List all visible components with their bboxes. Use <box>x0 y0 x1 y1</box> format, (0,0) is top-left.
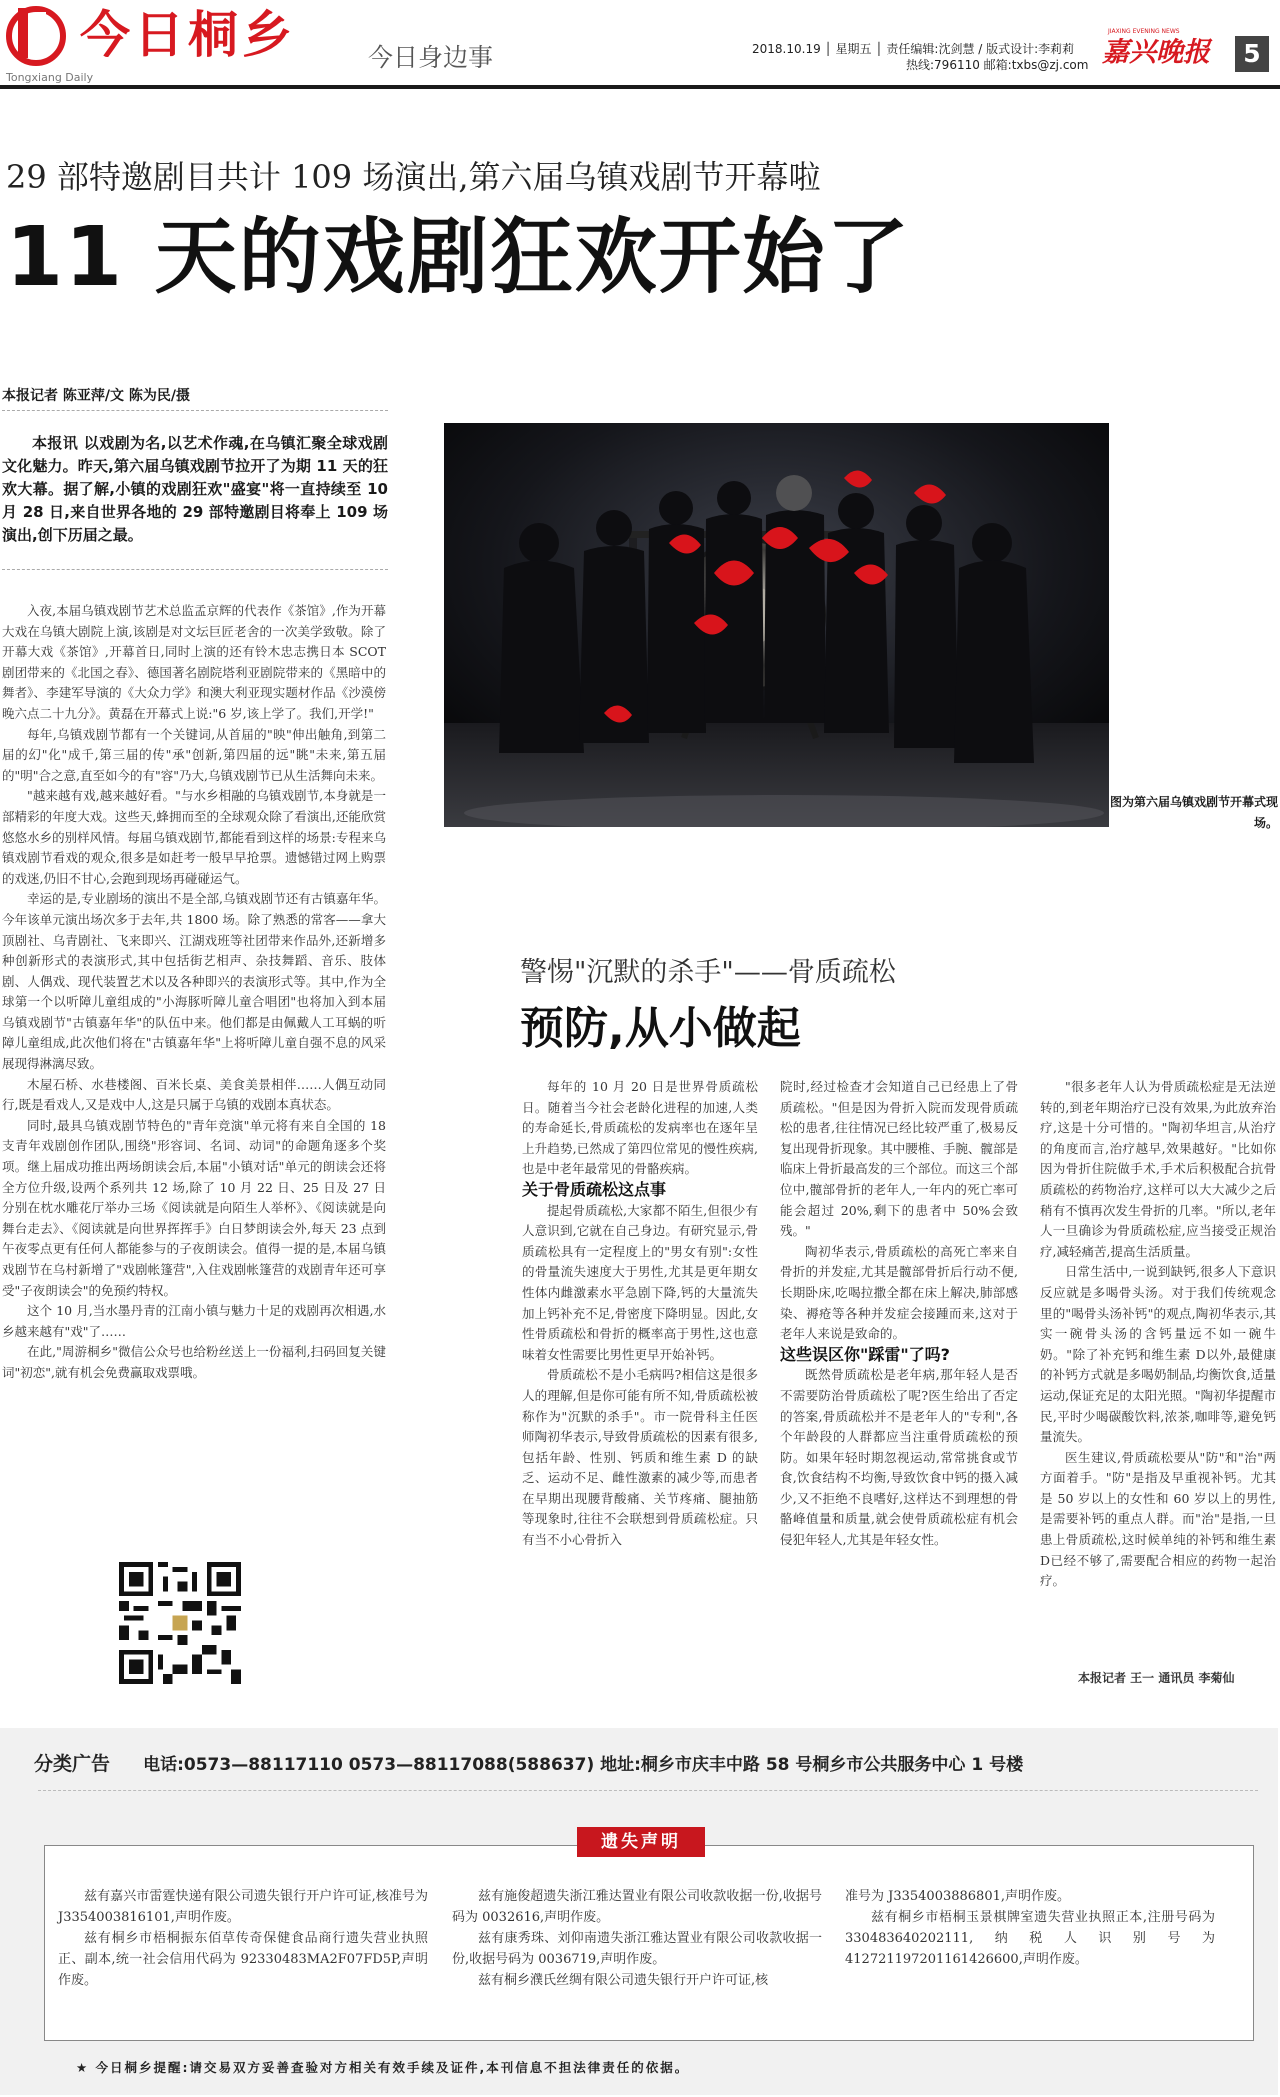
notice-column <box>845 1886 1215 1970</box>
paragraph: "很多老年人认为骨质疏松症是无法逆转的,到老年期治疗已没有效果,为此放弃治疗,这是十分可惜的。"陶初华坦言,从治疗的角度而言,治疗越早,效果越好。"比如你因为骨折住院做手术,手术后积极配合抗骨质疏松的药物治疗,这样可以大大减少之后稍有不慎再次发生骨折的几率。"所以,老年人一旦确诊为骨质疏松症,应当接受正规治疗,减轻痛苦,提高生活质量。 <box>1040 1079 1276 1259</box>
page-number: 5 <box>1235 36 1269 72</box>
paragraph: 入夜,本届乌镇戏剧节艺术总监孟京辉的代表作《茶馆》,作为开幕大戏在乌镇大剧院上演,该剧是对文坛巨匠老舍的一次美学致敬。除了开幕大戏《茶馆》,开幕首日,同时上演的还有铃木忠志携日本 SCOT 剧团带来的《北国之春》、德国著名剧院塔利亚剧院带来的《黑暗中的舞者》、李建军导演的《大众力学》和澳大利亚现实题材作品《沙漠傍晚六点二十九分》。黄磊在开幕式上说:"6 岁,该上学了。我们,开学!" <box>2 603 386 721</box>
notice-item: 准号为 J3354003886801,声明作废。 <box>845 1889 1070 1904</box>
masthead <box>0 0 1280 95</box>
notice-column <box>58 1886 428 1991</box>
paragraph: 幸运的是,专业剧场的演出不是全部,乌镇戏剧节还有古镇嘉年华。今年该单元演出场次多于去年,共 1800 场。除了熟悉的常客——拿大顶剧社、乌青剧社、飞来即兴、江湖戏班等社团带来作品外,还新增多种创新形式的表演形式,其中包括街艺相声、杂技舞蹈、音乐、肢体剧、人偶戏、现代装置艺术以及各种即兴的表演形式等。其中,作为全球第一个以听障儿童组成的"小海豚听障儿童合唱团"也将加入到本届乌镇戏剧节"古镇嘉年华"的队伍中来。他们都是由佩戴人工耳蜗的听障儿童组成,此次他们将在"古镇嘉年华"上将听障儿童自强不息的风采展现得淋漓尽致。 <box>2 891 386 1072</box>
paragraph: 提起骨质疏松,大家都不陌生,但很少有人意识到,它就在自己身边。有研究显示,骨质疏松具有一定程度上的"男女有别":女性的骨量流失速度大于男性,尤其是更年期女性体内雌激素水平急剧下降,钙的大量流失加上钙补充不足,骨密度下降明显。因此,女性骨质疏松和骨折的概率高于男性,这也意味着女性需要比男性更早开始补钙。 <box>522 1202 758 1362</box>
masthead-title: 今日桐乡 <box>80 6 296 64</box>
osteo-subhead-2: 这些误区你"踩雷"了吗? <box>780 1344 950 1364</box>
article-byline: 本报记者 陈亚萍/文 陈为民/摄 <box>2 388 190 404</box>
paragraph: 同时,最具乌镇戏剧节特色的"青年竞演"单元将有来自全国的 18 支青年戏剧创作团队,围绕"形容词、名词、动词"的命题角逐多个奖项。继上届成功推出两场朗读会后,本届"小镇对话"单元的朗读会还将全方位升级,设两个系列共 12 场,除了 10 月 22 日、25 日及 27 日分别在枕水雕花厅举办三场《阅读就是向陌生人举杯》、《阅读就是向舞台走去》、《阅读就是向世界挥挥手》白日梦朗读会外,每天 23 点到午夜零点更有任何人都能参与的子夜朗读会。值得一提的是,本届乌镇戏剧节在乌村新增了"戏剧帐篷营",入住戏剧帐篷营的戏剧青年还可享受"子夜朗读会"的免预约特权。 <box>2 1117 386 1298</box>
paragraph: 陶初华表示,骨质疏松的高死亡率来自骨折的并发症,尤其是髋部骨折后行动不便,长期卧床,吃喝拉撒全都在床上解决,肺部感染、褥疮等各种并发症会接踵而来,这对于老年人来说是致命的。 <box>780 1243 1018 1342</box>
paper-name-en: JIAXING EVENING NEWS <box>1108 28 1180 35</box>
paragraph: "越来越有戏,越来越好看。"与水乡相融的乌镇戏剧节,本身就是一部精彩的年度大戏。这些天,蜂拥而至的全球观众除了看演出,还能欣赏悠悠水乡的别样风情。每届乌镇戏剧节,都能看到这样的场景:专程来乌镇戏剧节看戏的观众,很多是如赶考一般早早抢票。遗憾错过网上购票的戏迷,仍旧不甘心,会跑到现场再碰碰运气。 <box>2 788 386 886</box>
osteo-headline: 预防,从小做起 <box>520 1003 801 1054</box>
photo-caption: 图为第六届乌镇戏剧节开幕式现场。 <box>1109 795 1278 830</box>
paragraph: 既然骨质疏松是老年病,那年轻人是否不需要防治骨质疏松了呢?医生给出了否定的答案,骨质疏松并不是老年人的"专利",各个年龄段的人群都应当注重骨质疏松的预防。如果年轻时期忽视运动,常常挑食或节食,饮食结构不均衡,导致饮食中钙的摄入减少,又不拒绝不良嗜好,这样达不到理想的骨骼峰值量和质量,就会使骨质疏松症有机会侵犯年轻人,尤其是年轻女性。 <box>780 1367 1018 1548</box>
issue-date-editor: 2018.10.19 │ 星期五 │ 责任编辑:沈剑慧 / 版式设计:李莉莉 <box>752 42 1075 56</box>
classified-title: 分类广告 <box>34 1753 111 1775</box>
osteo-byline: 本报记者 王一 通讯员 李菊仙 <box>1078 1671 1235 1685</box>
lost-notice-tag: 遗失声明 <box>577 1827 705 1857</box>
paper-name: 嘉兴晚报 <box>1102 37 1210 68</box>
paragraph: 在此,"周游桐乡"微信公众号也给粉丝送上一份福利,扫码回复关键词"初恋",就有机会免费赢取戏票哦。 <box>2 1344 386 1380</box>
osteo-column-3 <box>1040 1077 1276 1592</box>
osteo-kicker: 警惕"沉默的杀手"——骨质疏松 <box>520 957 896 988</box>
masthead-rule <box>0 85 1280 89</box>
disclaimer: ★ 今日桐乡提醒:请交易双方妥善查验对方相关有效手续及证件,本刊信息不担法律责任的依据。 <box>76 2060 690 2075</box>
paragraph: 日常生活中,一说到缺钙,很多人下意识反应就是多喝骨头汤。对于我们传统观念里的"喝骨头汤补钙"的观点,陶初华表示,其实一碗骨头汤的含钙量远不如一碗牛奶。"除了补充钙和维生素 D以外,最健康的补钙方式就是多喝奶制品,均衡饮食,适量运动,保证充足的太阳光照。"陶初华提醒市民,平时少喝碳酸饮料,浓茶,咖啡等,避免钙量流失。 <box>1040 1264 1276 1445</box>
notice-item: 兹有桐乡市梧桐玉景棋牌室遗失营业执照正本,注册号码为 330483640202111,纳税人识别号为 412721197201161426600,声明作废。 <box>845 1910 1215 1967</box>
divider <box>2 410 388 411</box>
notice-column <box>452 1886 822 1991</box>
masthead-title-en: Tongxiang Daily <box>6 71 94 84</box>
qr-code-icon[interactable] <box>119 1562 241 1684</box>
article-body <box>2 601 386 1384</box>
notice-item: 兹有桐乡市梧桐振东佰草传奇保健食品商行遗失营业执照正、副本,统一社会信用代码为 92330483MA2F07FD5P,声明作废。 <box>58 1931 428 1988</box>
opening-ceremony-photo <box>444 423 1109 827</box>
classified-header <box>34 1749 1023 1776</box>
osteo-subhead-1: 关于骨质疏松这点事 <box>522 1179 667 1199</box>
divider <box>2 569 388 570</box>
osteo-column-2 <box>780 1077 1018 1551</box>
article-headline: 11 天的戏剧狂欢开始了 <box>6 210 911 305</box>
article-lead: 本报讯 以戏剧为名,以艺术作魂,在乌镇汇聚全球戏剧文化魅力。昨天,第六届乌镇戏剧节拉开了为期 11 天的狂欢大幕。据了解,小镇的戏剧狂欢"盛宴"将一直持续至 10 月 28 日,来自世界各地的 29 部特邀剧目将奉上 109 场演出,创下历届之最。 <box>2 434 388 544</box>
paragraph: 院时,经过检查才会知道自己已经患上了骨质疏松。"但是因为骨折入院而发现骨质疏松的患者,往往情况已经比较严重了,极易反复出现骨折现象。其中腰椎、手腕、髋部是临床上骨折最高发的三个部位。而这三个部位中,髋部骨折的老年人,一年内的死亡率可能会超过 20%,剩下的患者中 50%会致残。" <box>780 1079 1018 1239</box>
paragraph: 骨质疏松不是小毛病吗?相信这是很多人的理解,但是你可能有所不知,骨质疏松被称作为"沉默的杀手"。市一院骨科主任医师陶初华表示,导致骨质疏松的因素有很多,包括年龄、性别、钙质和维生素 D 的缺乏、运动不足、雌性激素的减少等,而患者在早期出现腰背酸痛、关节疼痛、腿抽筋等现象时,往往不会联想到骨质疏松症。只有当不小心骨折入 <box>522 1367 758 1548</box>
paragraph: 每年的 10 月 20 日是世界骨质疏松日。随着当今社会老龄化进程的加速,人类的寿命延长,骨质疏松的发病率也在逐年呈上升趋势,已然成了第四位常见的慢性疾病,也是中老年最常见的骨骼疾病。 <box>522 1079 758 1177</box>
notice-item: 兹有康秀珠、刘仰南遗失浙江雅达置业有限公司收款收据一份,收据号码为 0036719,声明作废。 <box>452 1931 822 1967</box>
hotline-email: 热线:796110 邮箱:txbs@zj.com <box>906 58 1089 72</box>
section-title: 今日身边事 <box>368 43 494 72</box>
masthead-logo-icon <box>4 4 68 66</box>
paragraph: 这个 10 月,当水墨丹青的江南小镇与魅力十足的戏剧再次相遇,水乡越来越有"戏"了…… <box>2 1303 386 1339</box>
classified-contact: 电话:0573—88117110 0573—88117088(588637) 地址:桐乡市庆丰中路 58 号桐乡市公共服务中心 1 号楼 <box>143 1755 1024 1775</box>
paragraph: 每年,乌镇戏剧节都有一个关键词,从首届的"映"伸出触角,到第二届的幻"化"成千,第三届的传"承"创新,第四届的远"眺"未来,第五届的"明"合之意,直至如今的有"容"乃大,乌镇戏剧节已从生活舞向未来。 <box>2 726 386 783</box>
divider <box>38 1790 1258 1791</box>
paragraph: 医生建议,骨质疏松要从"防"和"治"两方面着手。"防"是指及早重视补钙。尤其是 50 岁以上的女性和 60 岁以上的男性,是需要补钙的重点人群。而"治"是指,一旦患上骨质疏松,这时候单纯的补钙和维生素 D已经不够了,需要配合相应的药物一起治疗。 <box>1040 1449 1276 1589</box>
notice-item: 兹有桐乡濮氏丝绸有限公司遗失银行开户许可证,核 <box>478 1973 769 1988</box>
notice-item: 兹有嘉兴市雷霆快递有限公司遗失银行开户许可证,核准号为 J3354003816101,声明作废。 <box>58 1889 428 1925</box>
paragraph: 木屋石桥、水巷楼阁、百米长桌、美食美景相伴……人偶互动同行,既是看戏人,又是戏中人,这是只属于乌镇的戏剧本真状态。 <box>2 1076 386 1113</box>
article-kicker: 29 部特邀剧目共计 109 场演出,第六届乌镇戏剧节开幕啦 <box>6 158 821 196</box>
notice-item: 兹有施俊超遗失浙江雅达置业有限公司收款收据一份,收据号码为 0032616,声明作废。 <box>452 1889 822 1925</box>
osteo-column-1 <box>522 1077 758 1551</box>
